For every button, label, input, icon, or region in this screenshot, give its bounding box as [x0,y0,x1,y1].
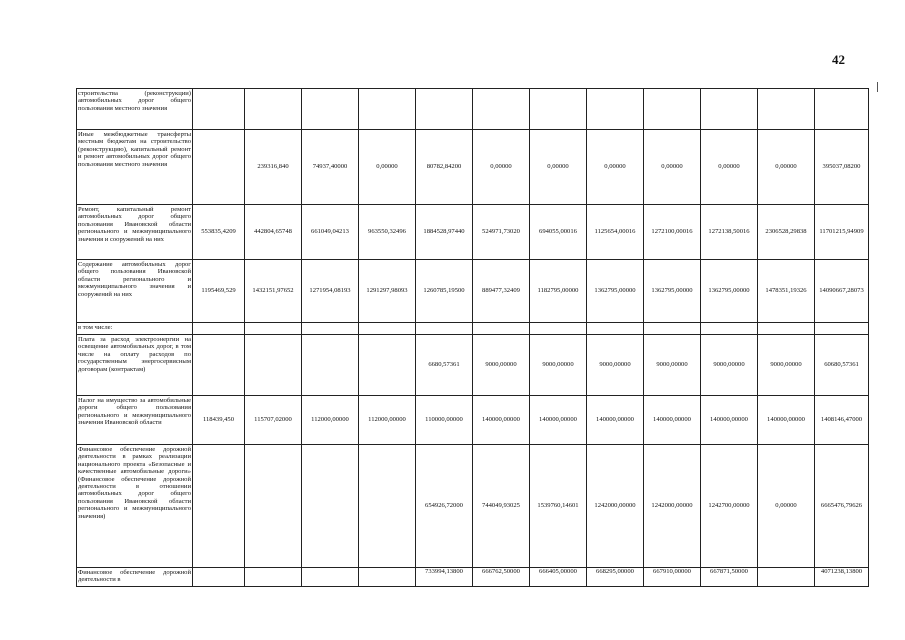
value-cell: 733994,13800 [416,568,473,587]
value-cell [530,89,587,130]
value-cell: 9000,00000 [644,335,701,396]
row-label: Налог на имущество за автомобильные дороги общего пользования регионального и межмуниципального значения Ивановской области [77,396,193,445]
table-row [77,89,869,130]
row-label: в том числе: [77,323,193,335]
table-row [77,260,869,323]
table-row [77,445,869,568]
value-cell: 1362795,00000 [644,260,701,323]
row-label: Содержание автомобильных дорог общего пользования Ивановской области регионального и межмуниципального значения и сооружений на них [77,260,193,323]
value-cell: 1272138,50016 [701,205,758,260]
value-cell [193,445,245,568]
value-cell [416,89,473,130]
value-cell: 14090667,28073 [815,260,869,323]
value-cell: 80782,84200 [416,130,473,205]
value-cell [302,335,359,396]
value-cell [473,89,530,130]
value-cell: 112000,00000 [302,396,359,445]
value-cell: 654926,72000 [416,445,473,568]
value-cell [302,323,359,335]
value-cell [359,445,416,568]
value-cell: 140000,00000 [530,396,587,445]
value-cell: 524971,73020 [473,205,530,260]
value-cell: 1242700,00000 [701,445,758,568]
value-cell: 0,00000 [758,130,815,205]
value-cell [530,323,587,335]
value-cell [245,445,302,568]
value-cell: 9000,00000 [473,335,530,396]
table-row [77,130,869,205]
value-cell [701,323,758,335]
value-cell: 694055,00016 [530,205,587,260]
value-cell: 74937,40000 [302,130,359,205]
page-edge-mark [877,82,878,92]
value-cell: 1884528,97440 [416,205,473,260]
value-cell: 1260785,19500 [416,260,473,323]
value-cell [245,568,302,587]
value-cell: 60680,57361 [815,335,869,396]
value-cell: 9000,00000 [701,335,758,396]
value-cell: 110000,00000 [416,396,473,445]
value-cell: 1125654,00016 [587,205,644,260]
value-cell: 6680,57361 [416,335,473,396]
value-cell: 112000,00000 [359,396,416,445]
value-cell: 1539760,14601 [530,445,587,568]
value-cell [587,89,644,130]
value-cell: 1272100,00016 [644,205,701,260]
value-cell: 1291297,98093 [359,260,416,323]
value-cell: 0,00000 [359,130,416,205]
value-cell: 4071238,13800 [815,568,869,587]
value-cell: 6665476,79626 [815,445,869,568]
value-cell [416,323,473,335]
value-cell: 553835,4209 [193,205,245,260]
value-cell [701,89,758,130]
row-label: Ремонт, капитальный ремонт автомобильных дорог общего пользования Ивановской области регионального и межмуниципального значения и сооружений на них [77,205,193,260]
value-cell: 118439,450 [193,396,245,445]
value-cell: 661049,04213 [302,205,359,260]
table-row [77,568,869,587]
value-cell: 1408146,47000 [815,396,869,445]
value-cell [193,89,245,130]
table-row [77,205,869,260]
value-cell [587,323,644,335]
value-cell [193,323,245,335]
table-row [77,323,869,335]
value-cell: 140000,00000 [473,396,530,445]
value-cell: 0,00000 [530,130,587,205]
value-cell [758,568,815,587]
row-label: строительства (реконструкции) автомобильных дорог общего пользования местного значения [77,89,193,130]
value-cell [302,568,359,587]
value-cell: 2306528,29838 [758,205,815,260]
value-cell: 666762,50000 [473,568,530,587]
value-cell [359,323,416,335]
value-cell: 667871,50000 [701,568,758,587]
value-cell: 9000,00000 [758,335,815,396]
value-cell: 667910,00000 [644,568,701,587]
value-cell [193,568,245,587]
value-cell [359,568,416,587]
page-number: 42 [832,52,845,67]
table-row [77,396,869,445]
value-cell: 0,00000 [758,445,815,568]
value-cell [815,89,869,130]
value-cell: 963550,32496 [359,205,416,260]
value-cell [302,89,359,130]
value-cell [758,89,815,130]
value-cell [193,335,245,396]
value-cell: 0,00000 [701,130,758,205]
value-cell: 239316,840 [245,130,302,205]
value-cell: 666405,00000 [530,568,587,587]
budget-table [76,88,869,587]
value-cell: 1432151,97652 [245,260,302,323]
value-cell: 0,00000 [587,130,644,205]
value-cell: 1182795,00000 [530,260,587,323]
value-cell [473,323,530,335]
value-cell: 140000,00000 [758,396,815,445]
value-cell [815,323,869,335]
value-cell: 744049,93025 [473,445,530,568]
value-cell: 140000,00000 [701,396,758,445]
value-cell [644,89,701,130]
value-cell: 395037,08200 [815,130,869,205]
row-label: Финансовое обеспечение дорожной деятельности в [77,568,193,587]
value-cell: 1195469,529 [193,260,245,323]
value-cell: 1242000,00000 [587,445,644,568]
value-cell: 140000,00000 [587,396,644,445]
value-cell [758,323,815,335]
value-cell [359,335,416,396]
value-cell [302,445,359,568]
value-cell [245,323,302,335]
value-cell [359,89,416,130]
table-row [77,335,869,396]
value-cell: 1271954,08193 [302,260,359,323]
table-body [77,89,869,587]
row-label: Иные межбюджетные трансферты местным бюджетам на строительство (реконструкцию), капитальный ремонт и ремонт автомобильных дорог общего пользования местного значения [77,130,193,205]
value-cell: 9000,00000 [587,335,644,396]
value-cell: 1362795,00000 [587,260,644,323]
value-cell: 0,00000 [473,130,530,205]
value-cell: 11701215,94909 [815,205,869,260]
value-cell: 1362795,00000 [701,260,758,323]
value-cell [644,323,701,335]
value-cell [193,130,245,205]
value-cell [245,89,302,130]
row-label: Финансовое обеспечение дорожной деятельности в рамках реализации национального проекта «Безопасные и качественные автомобильные дороги» (Финансовое обеспечение дорожной деятельности в отношении автомобильных дорог общего пользования Ивановской области регионального и межмуниципального значения) [77,445,193,568]
value-cell: 442804,65748 [245,205,302,260]
value-cell: 0,00000 [644,130,701,205]
row-label: Плата за расход электроэнергии на освещение автомобильных дорог, в том числе на оплату расходов по государственным энергосервисным договорам (контрактам) [77,335,193,396]
value-cell: 889477,32409 [473,260,530,323]
value-cell: 668295,00000 [587,568,644,587]
value-cell: 9000,00000 [530,335,587,396]
value-cell: 140000,00000 [644,396,701,445]
value-cell: 1478351,19326 [758,260,815,323]
value-cell: 1242000,00000 [644,445,701,568]
value-cell [245,335,302,396]
value-cell: 115707,02000 [245,396,302,445]
